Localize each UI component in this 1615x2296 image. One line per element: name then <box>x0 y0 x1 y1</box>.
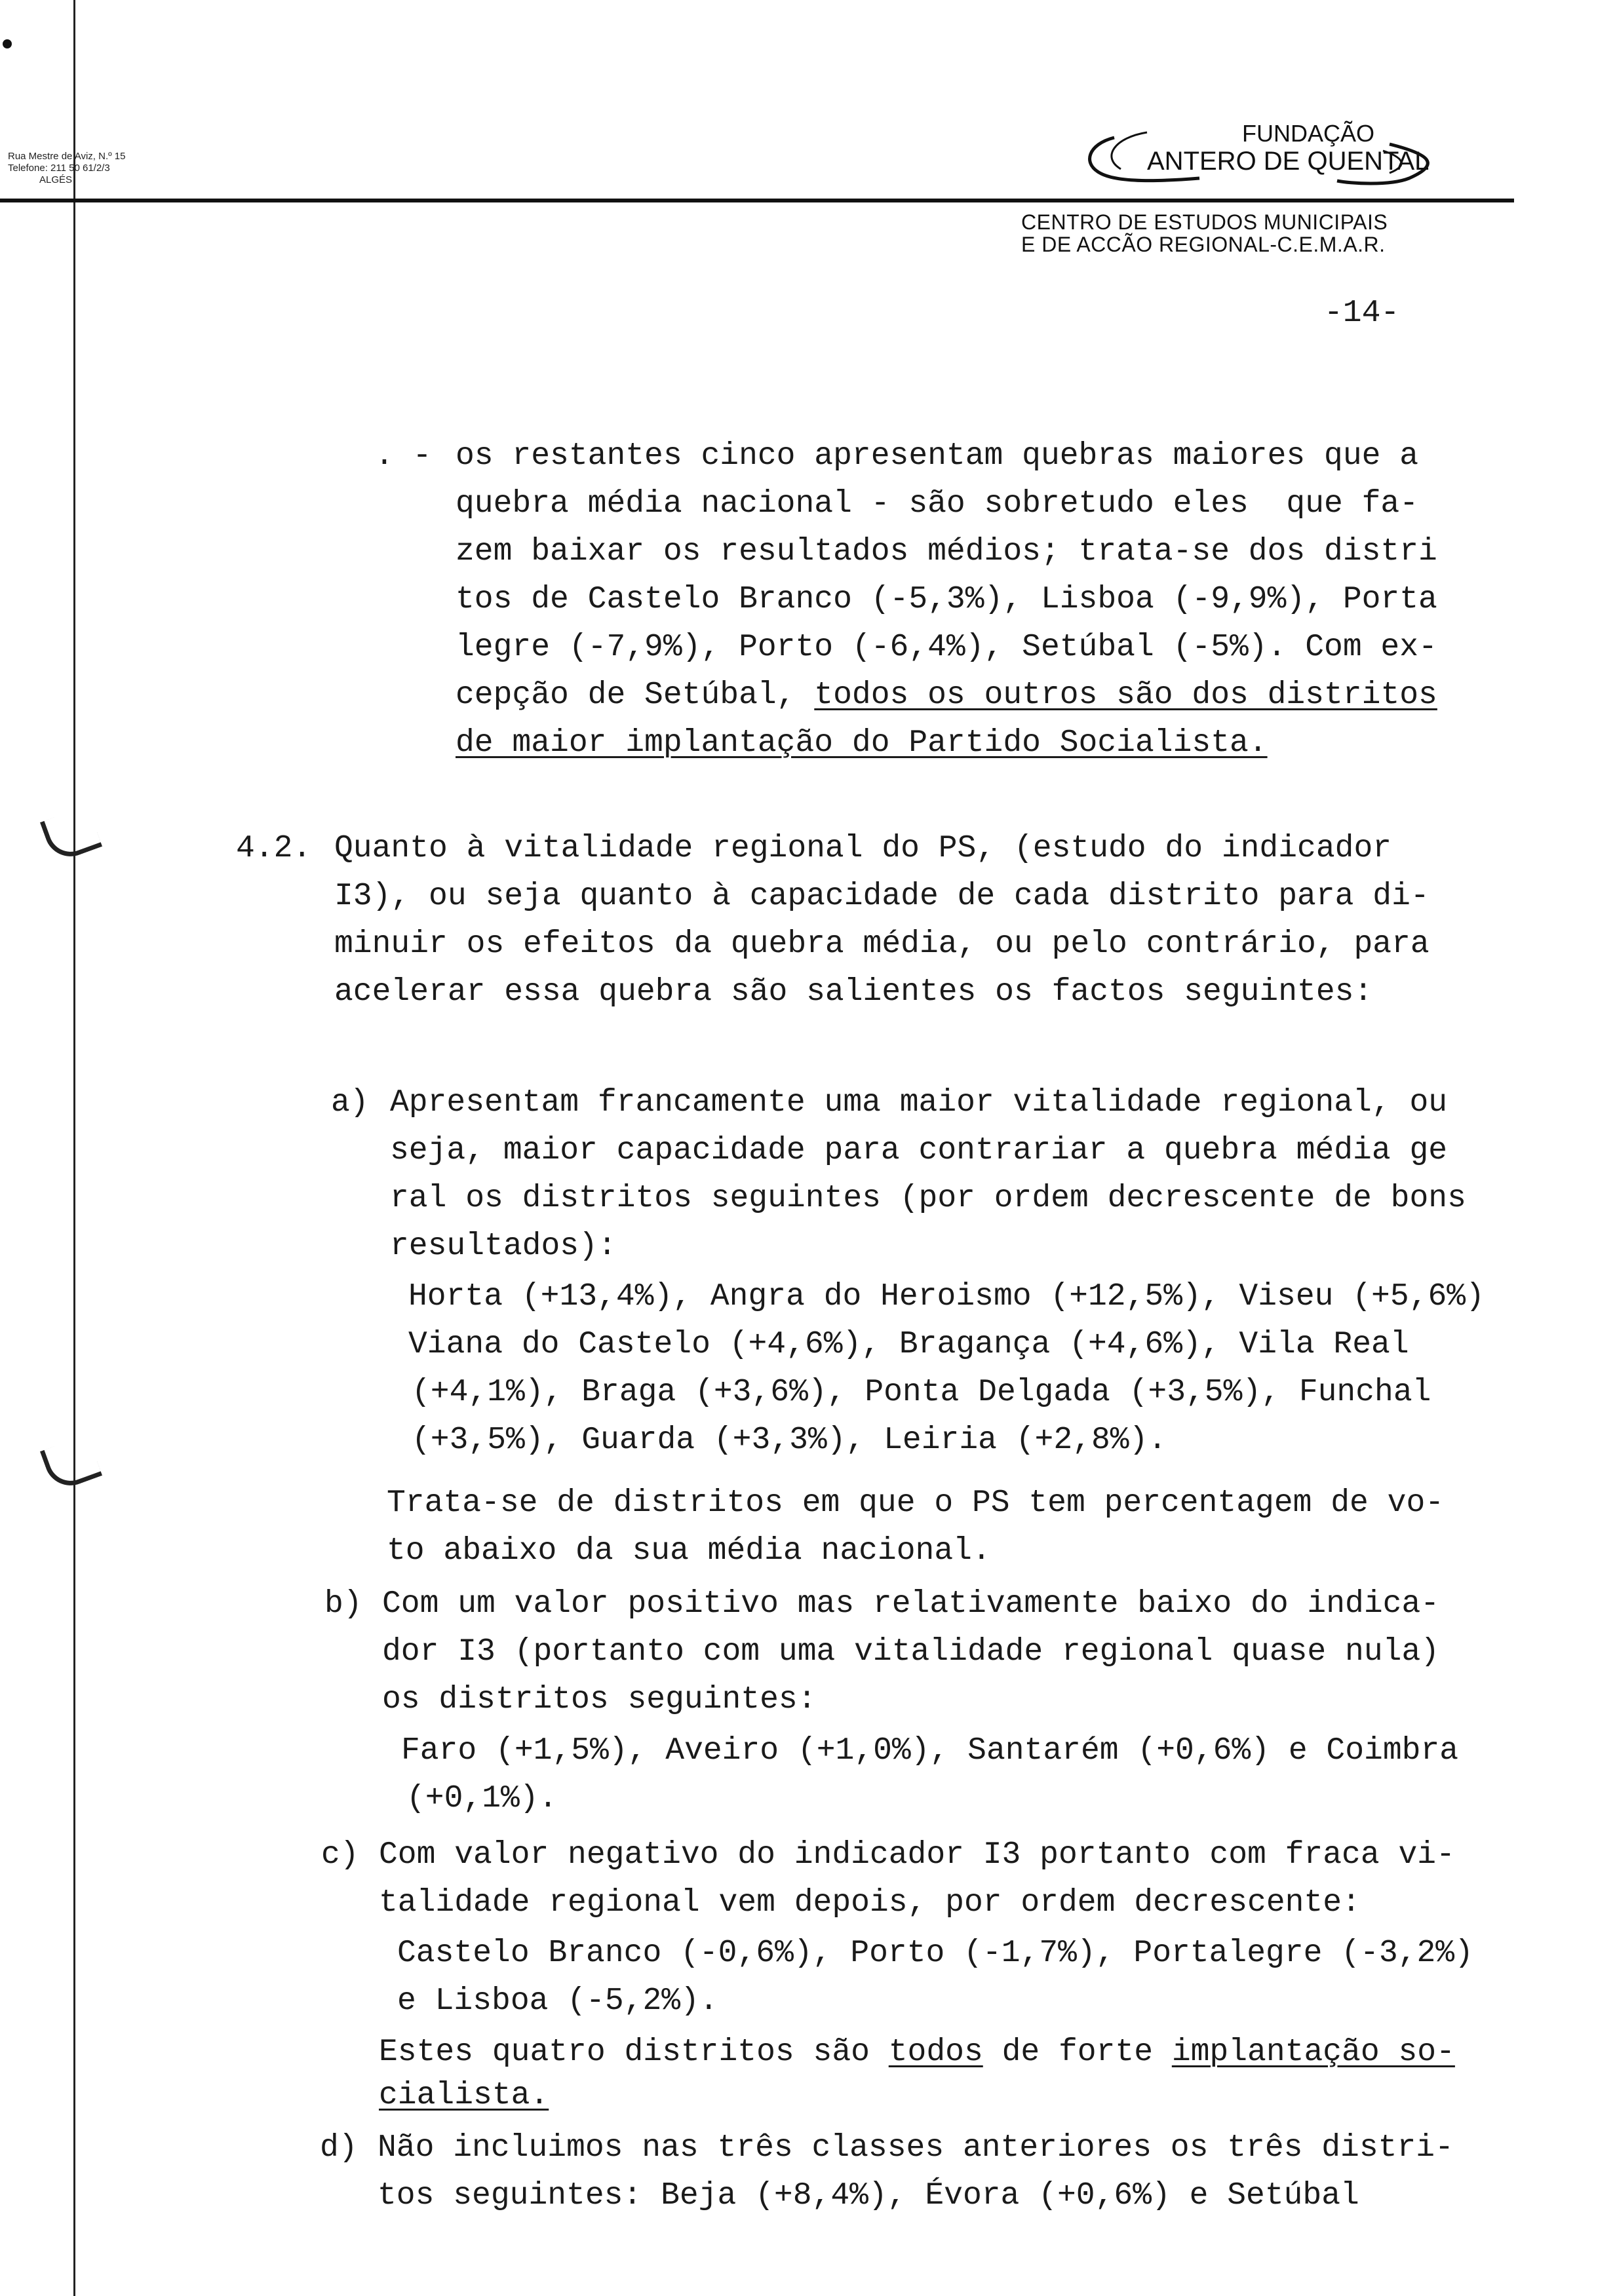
text-run: de forte <box>983 2035 1172 2070</box>
paragraph-line: Trata-se de distritos em que o PS tem percentagem de vo- <box>387 1485 1445 1521</box>
paragraph-line: tos de Castelo Branco (-5,3%), Lisboa (-9,9%), Porta <box>456 582 1437 617</box>
district-list-line: (+4,1%), Braga (+3,6%), Ponta Delgada (+3,5%), Funchal <box>412 1375 1431 1410</box>
paragraph-line <box>456 677 1437 714</box>
left-margin-line <box>73 0 75 2296</box>
paragraph-line: os restantes cinco apresentam quebras maiores que a <box>456 438 1419 474</box>
paragraph-line: Com um valor positivo mas relativamente baixo do indica- <box>382 1586 1440 1622</box>
paragraph-line: os distritos seguintes: <box>382 1682 817 1717</box>
town-line: ALGÉS <box>39 174 73 185</box>
binder-mark <box>40 1434 102 1493</box>
underlined-text: todos <box>888 2035 983 2070</box>
underlined-text: implantação so- <box>1171 2035 1455 2070</box>
district-list-line: Faro (+1,5%), Aveiro (+1,0%), Santarém (+0,6%) e Coimbra <box>401 1733 1459 1769</box>
foundation-logo <box>1075 118 1442 190</box>
paragraph-line <box>379 2034 1455 2071</box>
district-list-line: Castelo Branco (-0,6%), Porto (-1,7%), Portalegre (-3,2%) <box>397 1936 1473 1971</box>
section-number: 4.2. <box>236 831 312 866</box>
item-label: d) <box>320 2130 358 2166</box>
district-list-line: Viana do Castelo (+4,6%), Bragança (+4,6%), Vila Real <box>408 1327 1409 1362</box>
paragraph-line: Quanto à vitalidade regional do PS, (estudo do indicador <box>334 831 1392 866</box>
district-list-line: e Lisboa (-5,2%). <box>397 1983 718 2019</box>
logo-title: FUNDAÇÃO <box>1242 120 1375 147</box>
paragraph-line: seja, maior capacidade para contrariar a quebra média ge <box>390 1133 1448 1168</box>
paragraph-line: dor I3 (portanto com uma vitalidade regional quase nula) <box>382 1634 1440 1670</box>
paragraph-line: zem baixar os resultados médios; trata-se dos distri <box>456 534 1437 569</box>
binder-mark <box>40 805 102 864</box>
paragraph-line: Não incluimos nas três classes anteriores os três distri- <box>378 2130 1454 2166</box>
centre-name-2: E DE ACCÃO REGIONAL-C.E.M.A.R. <box>1021 233 1386 256</box>
paragraph-line: legre (-7,9%), Porto (-6,4%), Setúbal (-5%). Com ex- <box>456 630 1437 665</box>
paragraph-line: talidade regional vem depois, por ordem decrescente: <box>379 1885 1361 1921</box>
district-list-line: (+3,5%), Guarda (+3,3%), Leiria (+2,8%). <box>412 1423 1167 1458</box>
item-label: b) <box>324 1586 362 1622</box>
item-label: a) <box>331 1085 369 1120</box>
paragraph-line: Apresentam francamente uma maior vitalidade regional, ou <box>390 1085 1448 1120</box>
paragraph-line: acelerar essa quebra são salientes os factos seguintes: <box>334 974 1373 1010</box>
item-label: c) <box>321 1837 359 1873</box>
address-line: Rua Mestre de Aviz, N.º 15 <box>8 151 126 162</box>
paragraph-line: resultados): <box>390 1229 617 1264</box>
list-marker: . - <box>375 438 432 474</box>
district-list-line: (+0,1%). <box>406 1781 558 1816</box>
paragraph-line: minuir os efeitos da quebra média, ou pelo contrário, para <box>334 927 1430 962</box>
underlined-text: todos os outros são dos distritos <box>814 678 1437 713</box>
punch-hole-mark <box>3 39 12 48</box>
centre-name: CENTRO DE ESTUDOS MUNICIPAIS <box>1021 210 1388 234</box>
text-run: cepção de Setúbal, <box>456 678 815 713</box>
underlined-text: cialista. <box>379 2078 549 2113</box>
underlined-text: de maior implantação do Partido Socialista. <box>456 725 1268 761</box>
paragraph-line: quebra média nacional - são sobretudo eles que fa- <box>456 486 1419 522</box>
paragraph-line: ral os distritos seguintes (por ordem decrescente de bons <box>390 1181 1466 1216</box>
district-list-line: Horta (+13,4%), Angra do Heroismo (+12,5%), Viseu (+5,6%) <box>408 1279 1485 1314</box>
phone-line: Telefone: 211 50 61/2/3 <box>8 163 110 174</box>
text-run: Estes quatro distritos são <box>379 2035 889 2070</box>
page-number: -14- <box>1324 296 1400 331</box>
logo-subtitle: ANTERO DE QUENTAL <box>1147 147 1430 176</box>
header-rule <box>0 199 1514 202</box>
paragraph-line: tos seguintes: Beja (+8,4%), Évora (+0,6%) e Setúbal <box>378 2178 1359 2213</box>
paragraph-line: to abaixo da sua média nacional. <box>387 1533 991 1569</box>
paragraph-line: I3), ou seja quanto à capacidade de cada distrito para di- <box>334 879 1430 914</box>
paragraph-line: Com valor negativo do indicador I3 portanto com fraca vi- <box>379 1837 1455 1873</box>
